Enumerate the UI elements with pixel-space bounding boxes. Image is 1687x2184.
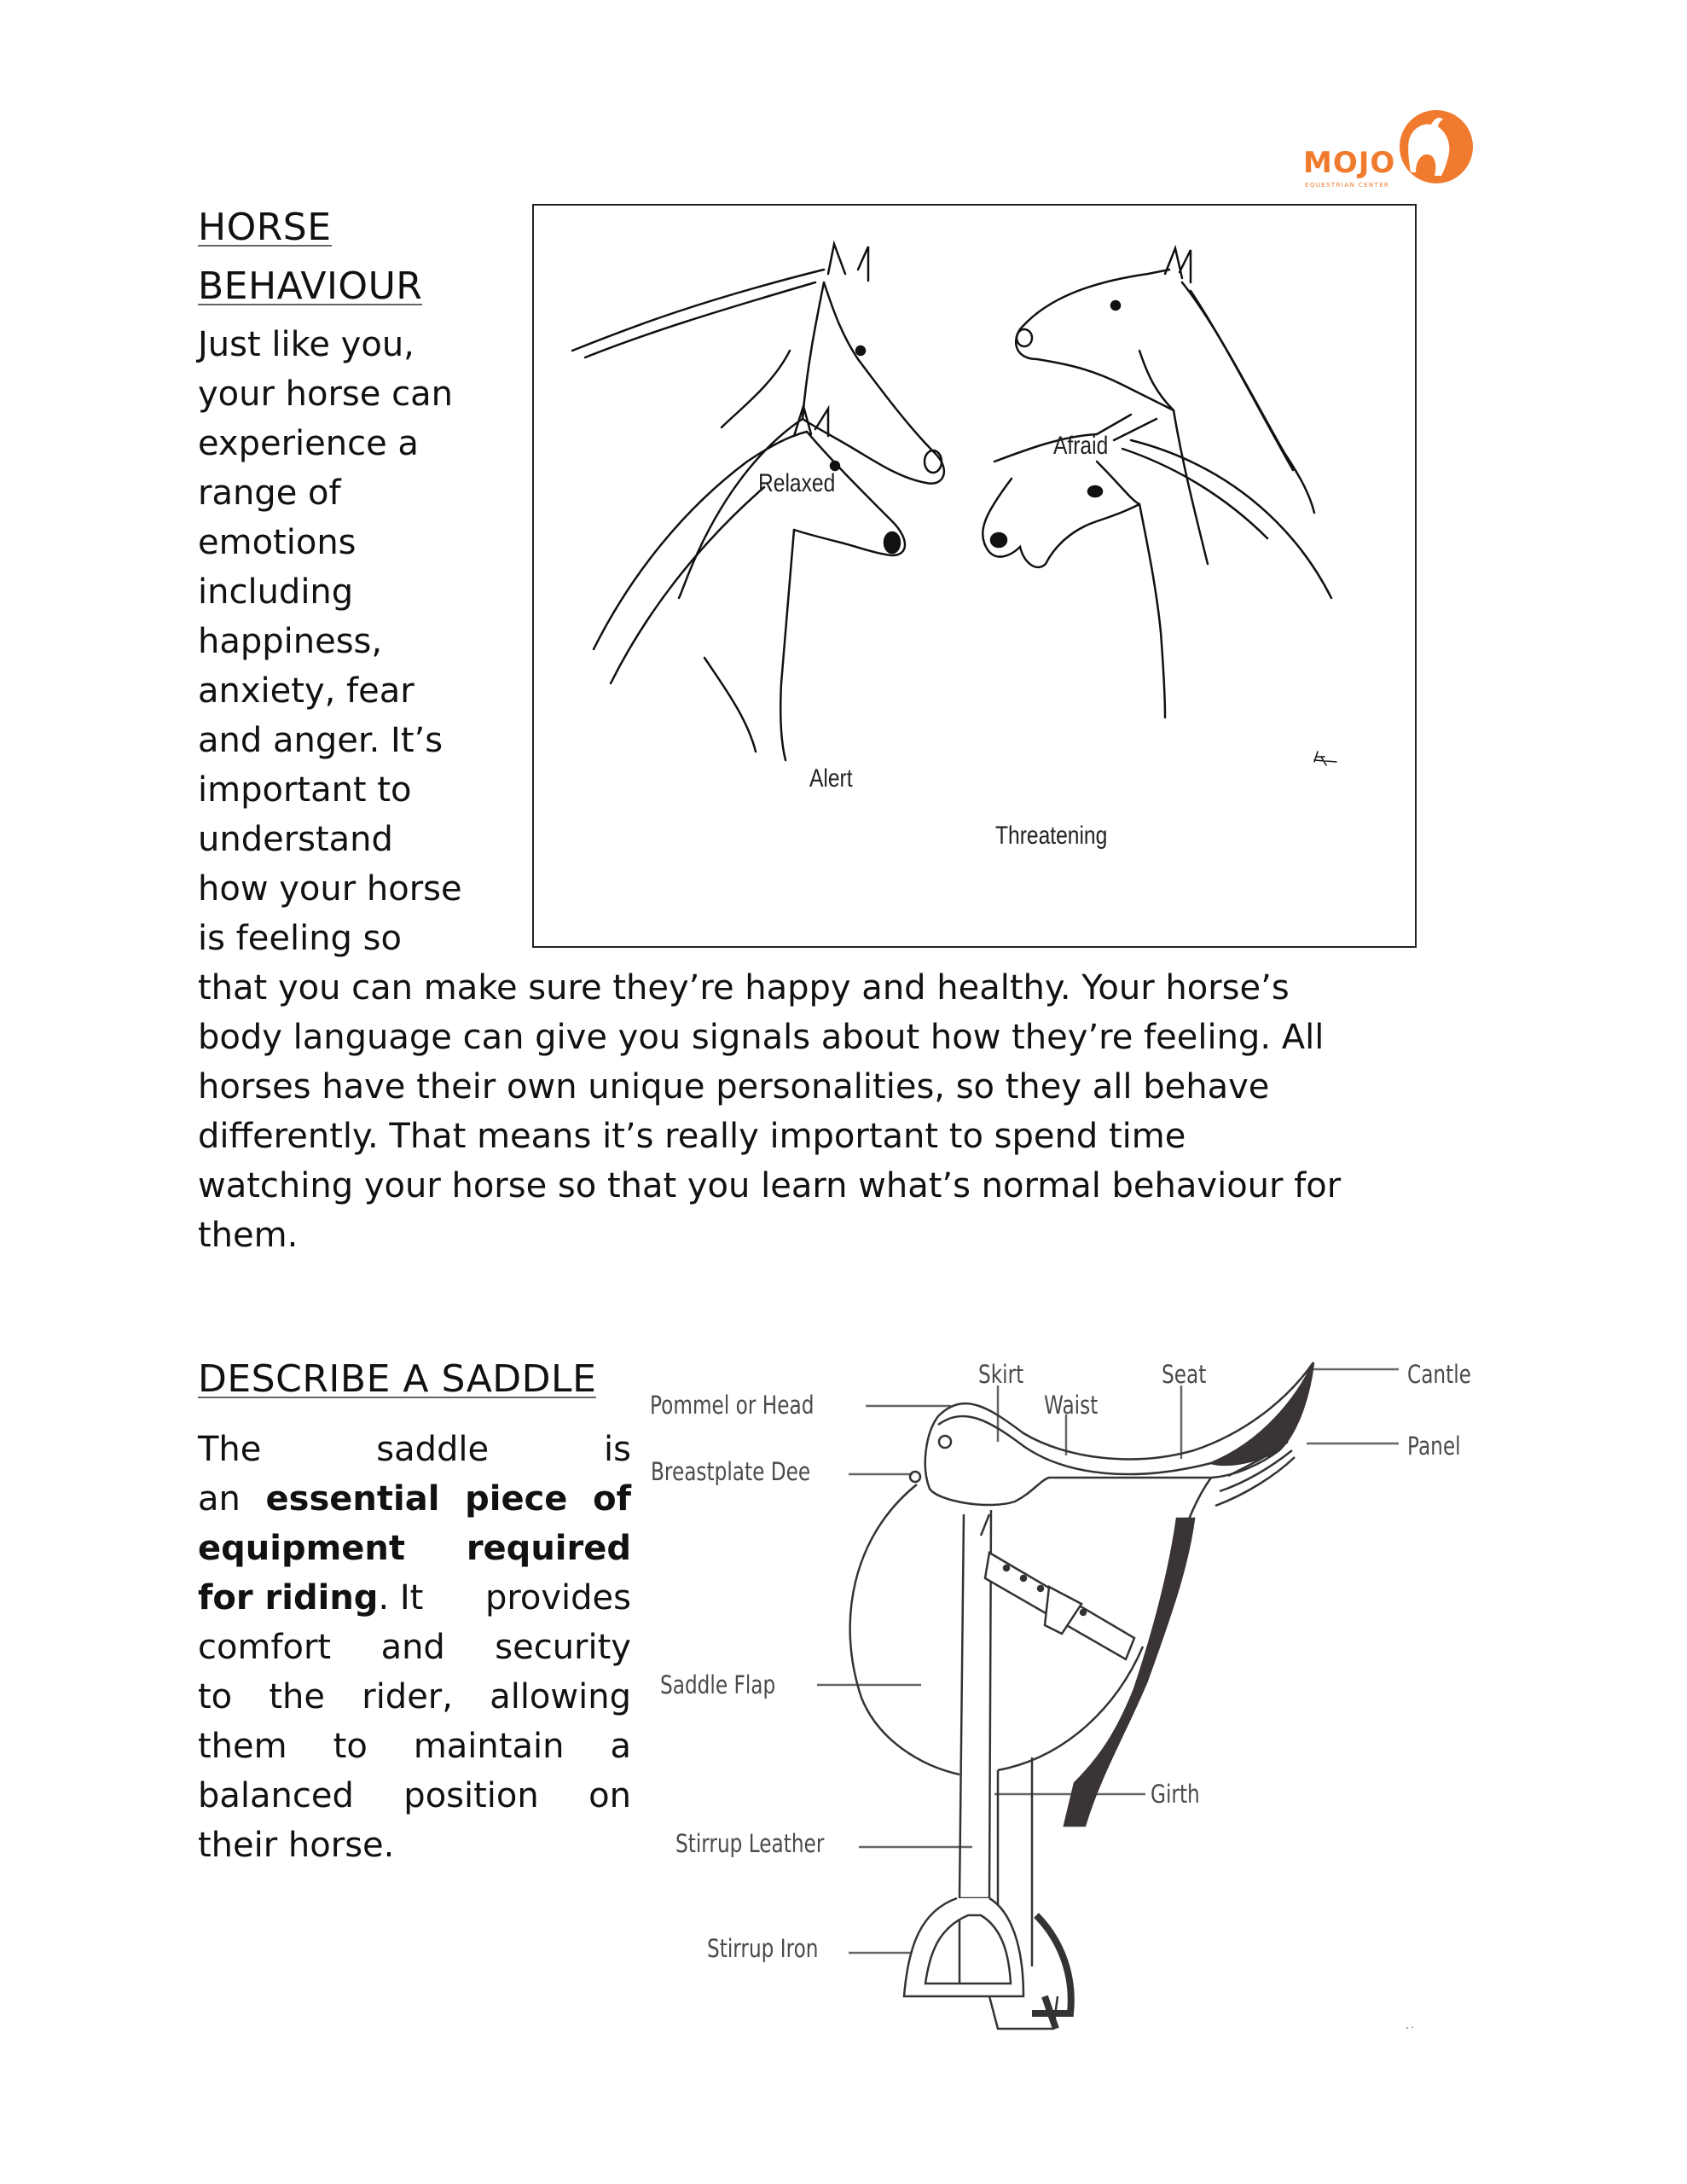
text-line: them. bbox=[198, 1216, 299, 1255]
heading-text: DESCRIBE A SADDLE bbox=[198, 1357, 597, 1401]
label-threatening: Threatening bbox=[995, 822, 1108, 850]
text-line: including bbox=[198, 572, 354, 612]
text-line bbox=[198, 1722, 631, 1771]
word: is bbox=[604, 1430, 631, 1469]
word: position bbox=[403, 1776, 539, 1815]
threatening-horse-icon bbox=[983, 415, 1331, 717]
word: on bbox=[588, 1776, 631, 1815]
horse-head-logo-icon bbox=[1397, 106, 1475, 188]
word: for riding bbox=[198, 1578, 379, 1618]
text-line: Just like you, bbox=[198, 325, 415, 364]
heading-line: HORSE bbox=[198, 206, 332, 249]
describe-saddle-heading bbox=[198, 1355, 596, 1404]
word: them bbox=[198, 1727, 287, 1766]
word: an bbox=[198, 1479, 241, 1519]
label-afraid: Afraid bbox=[1053, 432, 1109, 460]
text-line: that you can make sure they’re happy and healthy. Your horse’s bbox=[198, 968, 1290, 1008]
afraid-horse-icon bbox=[1016, 248, 1314, 564]
word: and bbox=[380, 1628, 445, 1667]
word: required bbox=[466, 1529, 631, 1568]
label-cantle: Cantle bbox=[1407, 1360, 1471, 1389]
text-line bbox=[198, 1425, 631, 1474]
label-relaxed: Relaxed bbox=[758, 469, 836, 497]
label-girth: Girth bbox=[1151, 1780, 1200, 1809]
saddle-parts-diagram bbox=[641, 1331, 1494, 2030]
text-line: anxiety, fear bbox=[198, 671, 415, 711]
text-line: how your horse bbox=[198, 869, 462, 909]
brand-tagline: EQUESTRIAN CENTER bbox=[1305, 182, 1390, 189]
word: rider, bbox=[362, 1677, 453, 1716]
word: to bbox=[333, 1727, 368, 1766]
text-line: is feeling so bbox=[198, 919, 402, 958]
label-stirrup-iron: Stirrup Iron bbox=[707, 1934, 819, 1963]
label-pommel: Pommel or Head bbox=[650, 1391, 815, 1420]
text-line bbox=[198, 1771, 631, 1821]
horse-emotions-figure bbox=[532, 204, 1417, 948]
brand-name: MOJO bbox=[1303, 146, 1396, 180]
word: balanced bbox=[198, 1776, 354, 1815]
text-line bbox=[198, 1524, 631, 1573]
text-line: experience a bbox=[198, 424, 419, 463]
text-line: and anger. It’s bbox=[198, 721, 443, 760]
horse-behaviour-heading bbox=[198, 203, 422, 311]
heading-line: BEHAVIOUR bbox=[198, 264, 423, 308]
text-line: happiness, bbox=[198, 622, 383, 661]
leader-lines bbox=[817, 1369, 1399, 1953]
text-line: your horse can bbox=[198, 375, 453, 414]
text-line: emotions bbox=[198, 523, 357, 562]
text-line: watching your horse so that you learn what’s normal behaviour for bbox=[198, 1166, 1342, 1205]
page-mark: - · bbox=[1406, 2024, 1414, 2033]
word: allowing bbox=[490, 1677, 631, 1716]
text-line: understand bbox=[198, 820, 393, 859]
text-line: differently. That means it’s really important to spend time bbox=[198, 1117, 1186, 1156]
word: piece bbox=[465, 1479, 568, 1519]
word: equipment bbox=[198, 1529, 405, 1568]
horse-heads-illustration bbox=[534, 206, 1415, 946]
text-line bbox=[198, 1821, 631, 1870]
word: provides bbox=[484, 1578, 631, 1618]
word: The bbox=[198, 1430, 262, 1469]
word: security bbox=[495, 1628, 631, 1667]
label-seat: Seat bbox=[1162, 1360, 1207, 1389]
artist-signature-icon bbox=[1314, 752, 1336, 765]
label-breastplate-dee: Breastplate Dee bbox=[651, 1457, 811, 1486]
label-saddle-flap: Saddle Flap bbox=[660, 1670, 776, 1699]
text-line bbox=[198, 1573, 631, 1623]
label-alert: Alert bbox=[809, 764, 853, 793]
alert-horse-icon bbox=[594, 406, 905, 760]
behaviour-body-text bbox=[198, 963, 1341, 1260]
text-line bbox=[198, 1623, 631, 1672]
text-line bbox=[198, 1474, 631, 1524]
text-line: range of bbox=[198, 473, 341, 513]
label-stirrup-leather: Stirrup Leather bbox=[675, 1829, 825, 1858]
text-line bbox=[198, 1672, 631, 1722]
label-waist: Waist bbox=[1044, 1391, 1099, 1420]
word: comfort bbox=[198, 1628, 332, 1667]
saddle-description-text bbox=[198, 1425, 631, 1870]
behaviour-intro-text bbox=[198, 320, 462, 963]
word: to bbox=[198, 1677, 233, 1716]
text-line: important to bbox=[198, 770, 412, 810]
label-panel: Panel bbox=[1407, 1432, 1461, 1461]
word: . It bbox=[378, 1578, 424, 1618]
label-skirt: Skirt bbox=[978, 1360, 1024, 1389]
word: essential bbox=[265, 1479, 440, 1519]
word: saddle bbox=[376, 1430, 490, 1469]
word: maintain bbox=[413, 1727, 565, 1766]
word: a bbox=[610, 1727, 631, 1766]
word: their horse. bbox=[198, 1826, 395, 1865]
word: of bbox=[593, 1479, 631, 1519]
word: the bbox=[269, 1677, 326, 1716]
text-line: horses have their own unique personalities, so they all behave bbox=[198, 1067, 1270, 1107]
text-line: body language can give you signals about how they’re feeling. All bbox=[198, 1018, 1325, 1057]
brand-logo bbox=[1296, 102, 1475, 196]
